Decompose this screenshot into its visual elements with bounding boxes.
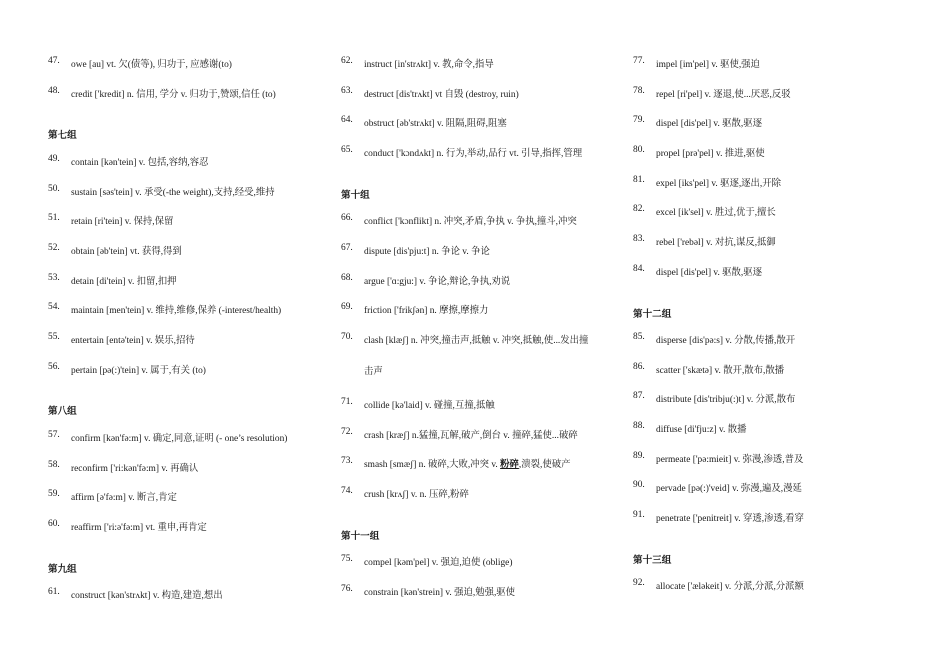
entry-text — [656, 332, 795, 346]
vocab-entry — [341, 419, 621, 449]
entry-definition: expel [iks'pel] v. 驱逐,逐出,开除 — [656, 178, 782, 189]
vocab-entry — [633, 443, 913, 473]
entry-number: 69. — [341, 302, 353, 313]
entry-number: 60. — [48, 518, 60, 529]
entry-number: 65. — [341, 145, 353, 156]
group-heading — [633, 286, 913, 325]
group-heading — [48, 107, 328, 146]
entry-text — [71, 243, 182, 257]
entry-definition: instruct [in'strʌkt] v. 教,命令,指导 — [364, 60, 494, 70]
entry-definition: penetrate ['penitreit] v. 穿透,渗透,看穿 — [656, 514, 804, 525]
entry-continuation: 击声 — [364, 367, 383, 377]
vocab-entry — [48, 324, 328, 354]
entry-number: 56. — [48, 361, 60, 372]
entry-number: 86. — [633, 361, 645, 372]
column-2 — [341, 48, 621, 606]
entry-definition: crush [krʌʃ] v. n. 压碎,粉碎 — [364, 490, 469, 501]
vocab-entry — [633, 413, 913, 443]
vocab-entry — [633, 354, 913, 384]
vocab-entry — [341, 546, 621, 576]
entry-definition: retain [ri'tein] v. 保持,保留 — [71, 217, 174, 228]
entry-text — [656, 510, 804, 524]
column-1 — [48, 48, 328, 609]
group-heading-text: 第十一组 — [341, 530, 380, 542]
entry-number: 62. — [341, 56, 353, 66]
entry-definition: dispel [dis'pel] v. 驱散,驱逐 — [656, 119, 763, 130]
entry-number: 70. — [341, 332, 353, 342]
entry-text — [364, 243, 490, 257]
entry-definition: reaffirm ['ri:ə'fə:m] vt. 重申,再肯定 — [71, 522, 207, 533]
entry-text — [364, 554, 512, 568]
entry-definition: crash [kræʃ] n.猛撞,瓦解,破产,倒台 v. 撞碎,猛使...破碎 — [364, 430, 578, 441]
entry-text — [71, 332, 195, 346]
entry-text — [364, 427, 578, 441]
entry-text — [71, 86, 276, 100]
entry-number: 78. — [633, 85, 645, 96]
entry-text — [364, 584, 515, 598]
entry-definition: distribute [dis'tribju(:)t] v. 分派,散布 — [656, 395, 796, 406]
entry-number: 52. — [48, 242, 60, 253]
entry-number: 61. — [48, 587, 60, 598]
entry-text — [656, 204, 776, 218]
entry-number: 50. — [48, 183, 60, 194]
entry-definition: obstruct [əb'strʌkt] v. 阻隔,阻碍,阻塞 — [364, 119, 507, 130]
entry-definition: contain [kən'tein] v. 包括,容纳,容忍 — [71, 157, 209, 168]
entry-number: 90. — [633, 480, 645, 491]
entry-text — [364, 145, 582, 159]
vocab-entry — [341, 389, 621, 419]
entry-text — [71, 273, 177, 287]
entry-definition: rebel ['rebəl] v. 对抗,谋反,抵御 — [656, 238, 776, 249]
vocab-entry — [633, 137, 913, 167]
entry-definition: impel [im'pel] v. 驱使,强迫 — [656, 60, 760, 70]
entry-definition: disperse [dis'pə:s] v. 分散,传播,散开 — [656, 336, 796, 346]
entry-definition: pertain [pə(:)'tein] v. 属于,有关 (to) — [71, 365, 206, 376]
entry-text — [364, 332, 588, 346]
entry-text — [656, 264, 762, 278]
vocab-entry — [48, 481, 328, 511]
entry-number: 91. — [633, 510, 645, 521]
column-3 — [633, 48, 913, 600]
entry-definition: propel [prə'pel] v. 推进,驱使 — [656, 149, 765, 160]
vocab-entry — [341, 205, 621, 235]
entry-number: 85. — [633, 332, 645, 342]
vocab-entry — [48, 205, 328, 235]
vocab-entry — [341, 478, 621, 508]
entry-number: 87. — [633, 391, 645, 402]
entry-text — [71, 56, 232, 70]
vocab-entry — [633, 570, 913, 600]
entry-number: 66. — [341, 213, 353, 224]
vocab-entry — [48, 511, 328, 541]
entry-number: 84. — [633, 263, 645, 274]
entry-text — [656, 391, 795, 405]
entry-number: 49. — [48, 153, 60, 164]
entry-definition: compel [kəm'pel] v. 强迫,迫使 (oblige) — [364, 558, 513, 569]
entry-definition: affirm [ə'fə:m] v. 断言,肯定 — [71, 493, 177, 504]
vocab-entry — [633, 226, 913, 256]
entry-number: 53. — [48, 272, 60, 283]
vocab-entry — [633, 167, 913, 197]
entry-text — [71, 302, 281, 316]
entry-definition: permeate ['pə:mieit] v. 弥漫,渗透,普及 — [656, 454, 804, 465]
entry-text — [656, 421, 746, 435]
entry-definition: destruct [dis'trʌkt] vt 自毁 (destroy, ruin) — [364, 89, 519, 100]
entry-definition: credit ['kredit] n. 信用, 学分 v. 归功于,赞颂,信任 (to) — [71, 89, 276, 100]
entry-text — [656, 578, 804, 592]
vocab-entry — [633, 78, 913, 108]
vocab-entry — [633, 383, 913, 413]
entry-number: 83. — [633, 234, 645, 245]
entry-text — [656, 480, 802, 494]
vocab-entry — [633, 472, 913, 502]
entry-number: 63. — [341, 85, 353, 96]
entry-text — [71, 430, 287, 444]
vocab-entry — [48, 176, 328, 206]
entry-definition: dispel [dis'pel] v. 驱散,驱逐 — [656, 267, 763, 278]
vocab-entry — [48, 265, 328, 295]
entry-definition: repel [ri'pel] v. 逐退,使...厌恶,反驳 — [656, 89, 791, 100]
entry-number: 59. — [48, 489, 60, 500]
entry-definition: excel [ik'sel] v. 胜过,优于,擅长 — [656, 208, 776, 219]
entry-number: 81. — [633, 174, 645, 185]
entry-definition: constrain [kən'strein] v. 强迫,勉强,驱使 — [364, 587, 516, 598]
entry-text — [364, 115, 507, 129]
group-heading-text: 第九组 — [48, 563, 77, 575]
entry-number: 55. — [48, 332, 60, 342]
entry-number: 88. — [633, 421, 645, 432]
group-heading-text: 第八组 — [48, 406, 77, 418]
entry-text — [364, 302, 488, 316]
entry-definition: construct [kən'strʌkt] v. 构造,建造,想出 — [71, 591, 223, 602]
vocab-entry — [341, 137, 621, 167]
entry-definition: detain [di'tein] v. 扣留,扣押 — [71, 276, 177, 287]
entry-definition: dispute [dis'pju:t] n. 争论 v. 争论 — [364, 246, 490, 257]
entry-number: 51. — [48, 213, 60, 224]
entry-definition: confirm [kən'fə:m] v. 确定,同意,证明 (- one’s resolution) — [71, 433, 288, 444]
entry-text — [656, 362, 784, 376]
entry-text — [71, 519, 207, 533]
vocab-entry — [341, 294, 621, 324]
vocab-entry — [341, 235, 621, 265]
entry-definition: friction ['frikʃən] n. 摩擦,摩擦力 — [364, 306, 489, 317]
vocab-entry — [633, 256, 913, 286]
entry-text — [71, 460, 198, 474]
entry-text — [656, 234, 776, 248]
entry-number: 47. — [48, 56, 60, 66]
underlined-word: 粉碎 — [500, 460, 519, 471]
vocab-entry — [341, 324, 621, 389]
entry-number: 77. — [633, 56, 645, 66]
entry-number: 80. — [633, 145, 645, 156]
group-heading-text: 第十组 — [341, 189, 370, 201]
entry-text — [656, 145, 765, 159]
vocab-entry — [48, 579, 328, 609]
entry-number: 58. — [48, 459, 60, 470]
entry-text — [364, 273, 510, 287]
vocab-entry — [341, 78, 621, 108]
entry-definition: conflict ['kɔnflikt] n. 冲突,矛盾,争执 v. 争执,撞斗,冲突 — [364, 217, 577, 228]
entry-number: 73. — [341, 456, 353, 467]
entry-number: 48. — [48, 85, 60, 96]
entry-definition: entertain [entə'tein] v. 娱乐,招待 — [71, 336, 195, 346]
entry-number: 64. — [341, 115, 353, 126]
entry-definition: reconfirm ['ri:kən'fə:m] v. 再确认 — [71, 463, 199, 474]
entry-definition: pervade [pə(:)'veid] v. 弥漫,遍及,漫延 — [656, 484, 802, 495]
vocab-entry — [48, 146, 328, 176]
entry-definition: clash [klæʃ] n. 冲突,撞击声,抵触 v. 冲突,抵触,使...发出撞 — [364, 336, 589, 346]
entry-number: 76. — [341, 583, 353, 594]
entry-definition: allocate ['æləkeit] v. 分派,分派,分派额 — [656, 582, 804, 593]
group-heading — [341, 167, 621, 206]
entry-number: 67. — [341, 242, 353, 253]
entry-text — [656, 86, 791, 100]
vocab-entry — [48, 422, 328, 452]
vocab-entry — [341, 48, 621, 78]
vocab-entry — [48, 235, 328, 265]
vocab-entry — [48, 452, 328, 482]
entry-definition: argue ['ɑ:gju:] v. 争论,辩论,争执,劝说 — [364, 276, 511, 287]
vocab-entry — [341, 265, 621, 295]
vocab-entry — [633, 107, 913, 137]
entry-definition: scatter ['skætə] v. 散开,散布,散播 — [656, 365, 785, 376]
entry-number: 71. — [341, 397, 353, 407]
entry-text — [71, 184, 275, 198]
entry-text — [364, 397, 495, 411]
entry-number: 68. — [341, 272, 353, 283]
entry-definition-rest: ,溃裂,使破产 — [518, 460, 571, 471]
entry-number: 75. — [341, 554, 353, 565]
entry-text — [71, 154, 209, 168]
entry-definition: maintain [men'tein] v. 维持,维修,保养 (-interest/health) — [71, 306, 282, 317]
entry-text — [364, 456, 570, 470]
entry-text — [71, 213, 173, 227]
entry-definition: owe [au] vt. 欠(债等), 归功于, 应感谢(to) — [71, 60, 232, 70]
group-heading-text: 第十三组 — [633, 554, 672, 566]
entry-text — [364, 213, 577, 227]
vocab-entry — [341, 448, 621, 478]
entry-definition: obtain [əb'tein] vt. 获得,得到 — [71, 246, 182, 257]
entry-text — [364, 486, 469, 500]
vocab-entry — [48, 78, 328, 108]
entry-text — [656, 451, 803, 465]
entry-number: 57. — [48, 429, 60, 440]
group-heading — [48, 541, 328, 580]
entry-number: 74. — [341, 486, 353, 497]
vocab-entry — [48, 294, 328, 324]
entry-definition: smash [smæʃ] n. 破碎,大败,冲突 v. — [364, 460, 501, 471]
group-heading — [633, 532, 913, 571]
entry-number: 79. — [633, 115, 645, 126]
entry-text — [656, 56, 760, 70]
entry-number: 72. — [341, 426, 353, 437]
group-heading-text: 第十二组 — [633, 308, 672, 320]
vocab-entry — [633, 502, 913, 532]
entry-definition: sustain [səs'tein] v. 承受(-the weight),支持,经受,维持 — [71, 187, 275, 198]
entry-text — [656, 175, 781, 189]
entry-number: 82. — [633, 204, 645, 215]
group-heading-text: 第七组 — [48, 130, 77, 142]
vocab-entry — [341, 576, 621, 606]
entry-definition: collide [kə'laid] v. 碰撞,互撞,抵触 — [364, 401, 495, 411]
vocab-entry — [48, 354, 328, 384]
entry-definition: conduct ['kɔndʌkt] n. 行为,举动,品行 vt. 引导,指挥,管理 — [364, 149, 583, 160]
vocab-entry — [341, 107, 621, 137]
entry-text — [364, 56, 494, 70]
vocab-entry — [633, 324, 913, 354]
vocab-entry — [633, 196, 913, 226]
entry-text — [656, 115, 762, 129]
entry-text — [71, 362, 206, 376]
group-heading — [341, 508, 621, 547]
entry-number: 89. — [633, 450, 645, 461]
vocab-entry — [633, 48, 913, 78]
entry-number: 54. — [48, 302, 60, 313]
entry-number: 92. — [633, 578, 645, 589]
entry-text — [71, 489, 177, 503]
group-heading — [48, 383, 328, 422]
vocab-entry — [48, 48, 328, 78]
entry-text — [71, 587, 223, 601]
entry-text — [364, 86, 519, 100]
entry-definition: diffuse [di'fju:z] v. 散播 — [656, 425, 747, 436]
